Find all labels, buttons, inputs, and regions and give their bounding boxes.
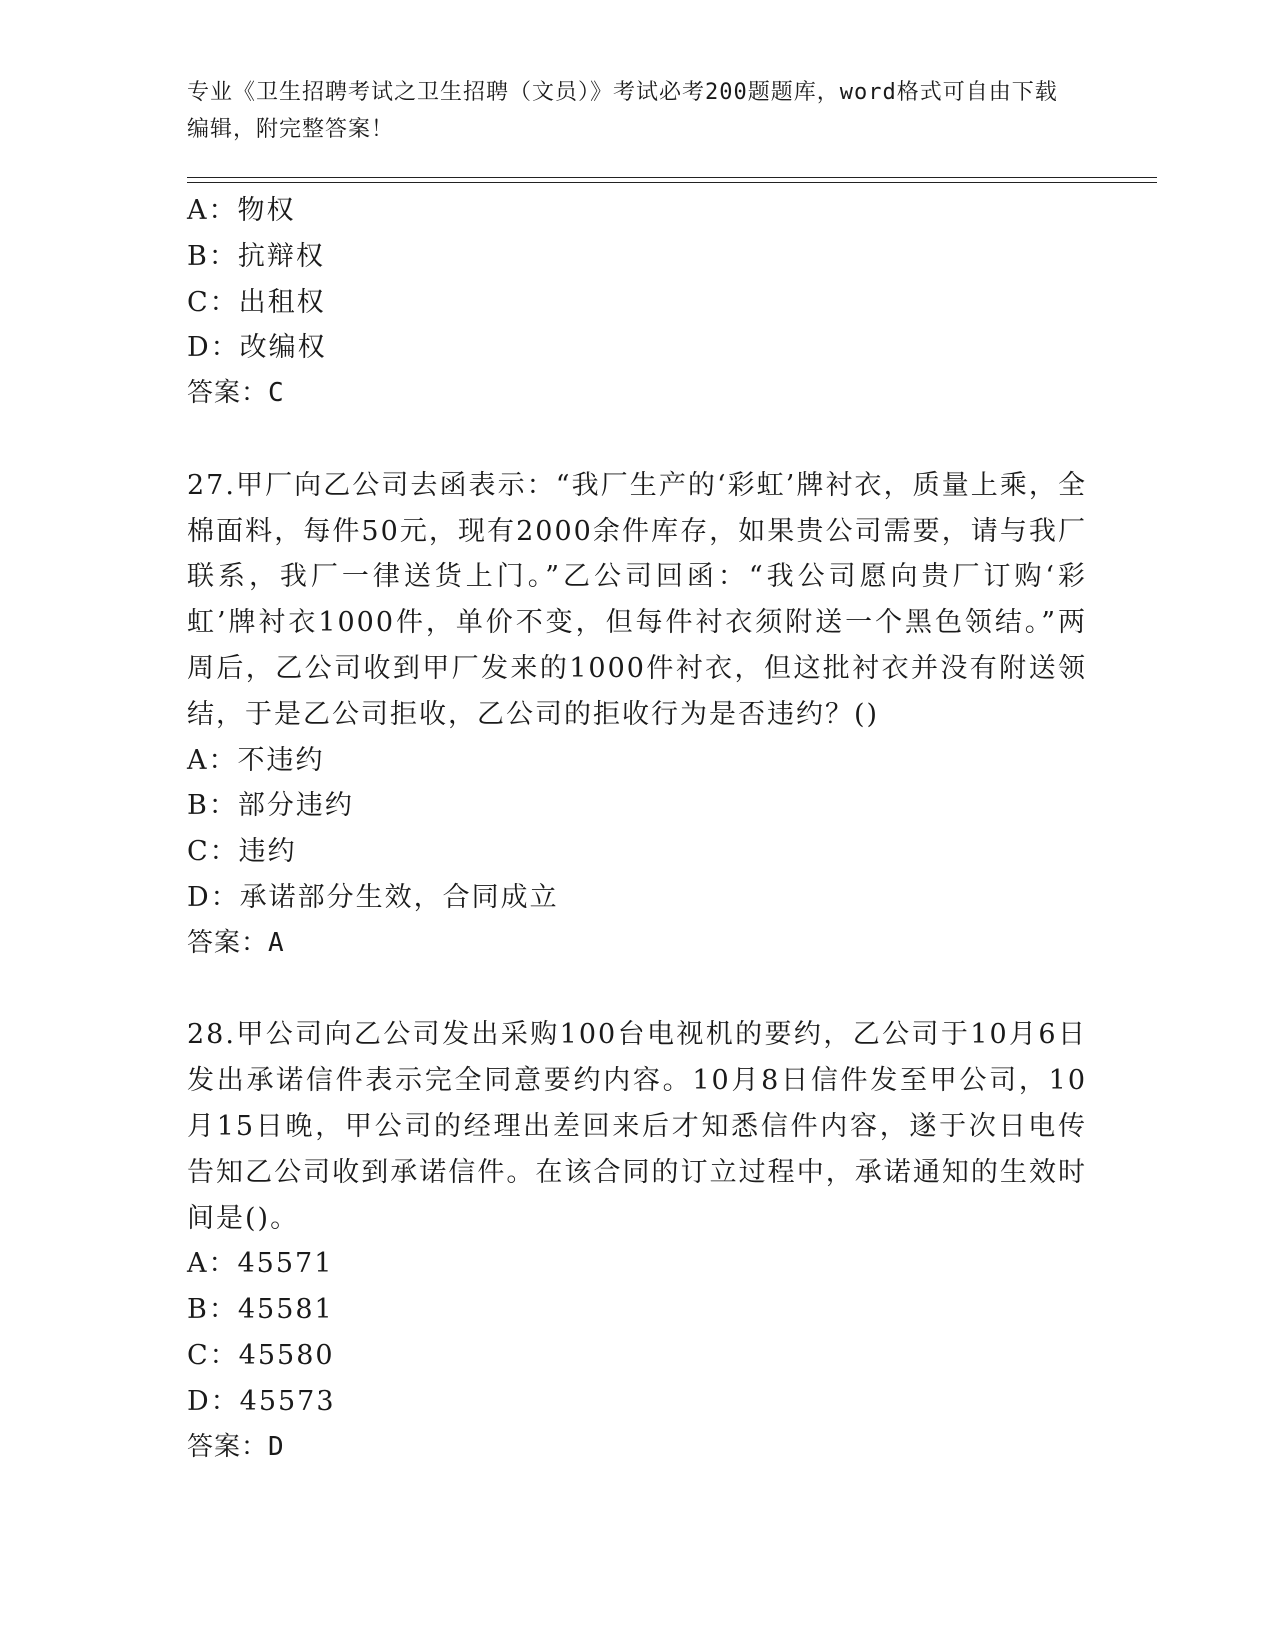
document-body	[187, 188, 1087, 1470]
option-a: A：不违约	[187, 744, 325, 776]
option-a: A：45571	[187, 1248, 334, 1280]
option-c: C：出租权	[187, 286, 326, 318]
document-header: 专业《卫生招聘考试之卫生招聘（文员）》考试必考200题题库，word格式可自由下载编辑，附完整答案！	[187, 80, 1058, 142]
question-27	[187, 463, 1087, 967]
option-d: D：承诺部分生效，合同成立	[187, 881, 559, 913]
option-b: B：抗辩权	[187, 240, 325, 272]
question-26-remainder	[187, 188, 1087, 417]
option-a: A：物权	[187, 195, 296, 226]
answer: 答案：C	[187, 378, 285, 409]
header-divider-bottom	[187, 182, 1157, 183]
option-c: C：45580	[187, 1339, 335, 1371]
question-28	[187, 1012, 1087, 1470]
option-d: D：45573	[187, 1385, 336, 1417]
option-d: D：改编权	[187, 332, 327, 364]
header-divider-top	[187, 177, 1157, 178]
answer: 答案：A	[187, 927, 285, 958]
question-text: 27.甲厂向乙公司去函表示：“我厂生产的‘彩虹’牌衬衣，质量上乘，全棉面料，每件50元，现有2000余件库存，如果贵公司需要，请与我厂联系，我厂一律送货上门。”乙公司回函：“我公司愿向贵厂订购‘彩虹’牌衬衣1000件，单价不变，但每件衬衣须附送一个黑色领结。”两周后，乙公司收到甲厂发来的1000件衬衣，但这批衬衣并没有附送领结，于是乙公司拒收，乙公司的拒收行为是否违约？()	[187, 469, 1087, 730]
option-c: C：违约	[187, 836, 297, 868]
answer: 答案：D	[187, 1431, 285, 1462]
option-b: B：45581	[187, 1294, 334, 1326]
question-text: 28.甲公司向乙公司发出采购100台电视机的要约，乙公司于10月6日发出承诺信件表示完全同意要约内容。10月8日信件发至甲公司，10月15日晚，甲公司的经理出差回来后才知悉信件内容，遂于次日电传告知乙公司收到承诺信件。在该合同的订立过程中，承诺通知的生效时间是()。	[187, 1019, 1087, 1234]
option-b: B：部分违约	[187, 790, 354, 822]
